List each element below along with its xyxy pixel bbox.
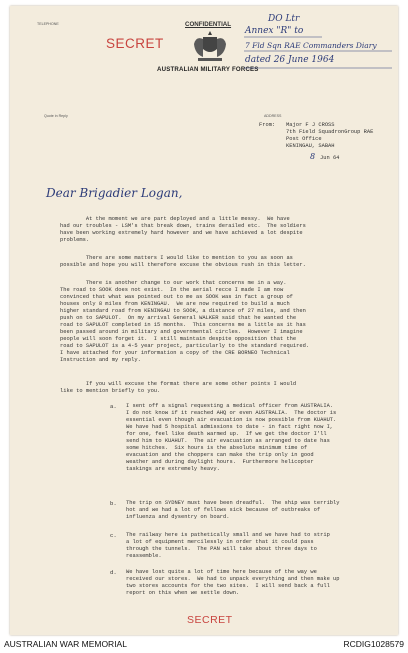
secret-stamp-top: SECRET xyxy=(106,36,164,51)
item-b-text: The trip on SYDNEY must have been dreadful. The ship was terribly hot and we had a lot of fellows sick because of outbreaks of influenza and dysentry on board. xyxy=(126,500,340,520)
paragraph-1: At the moment we are part deployed and a little messy. We have had our troubles - LSM's that break down, trains derailed etc. The soldiers have been working extremely hard however and we have achieved a lot despite problems. xyxy=(60,216,306,243)
date-month-year: Jun 64 xyxy=(320,155,340,161)
paragraph-2: There are some matters I would like to mention to you as soon as possible and hope you will therefore excuse the obvious rush in this letter. xyxy=(60,255,306,268)
archive-name: AUSTRALIAN WAR MEMORIAL xyxy=(4,639,127,649)
item-b-letter: b. xyxy=(110,500,117,507)
document-page xyxy=(10,6,398,635)
sender-line-4: KENINGAU, SABAH xyxy=(286,143,335,149)
address-label: ADDRESS xyxy=(264,114,282,118)
handnote-line-1: DO Ltr xyxy=(268,14,300,24)
archive-id: RCDIG1028579 xyxy=(343,639,404,649)
letterhead-title: AUSTRALIAN MILITARY FORCES xyxy=(157,66,259,73)
item-a-text: I sent off a signal requesting a medical officer from AUSTRALIA. I do not know if it reached AHQ or even AUSTRALIA. The doctor is essential even though air evacuation is now possible from KUAHUT. We have had 5 hospital admissions to date - in fact right now I, for one, feel like death warmed up. If we get the doctor I'll send him to KUAHUT. The air evacuation as arranged to date has some hitches. Six hours is the absolute minimum time of evacuation and the choppers can make the trip only in good weather and during daylight hours. Furthermore helicopter taskings are extremely heavy. xyxy=(126,403,337,472)
coat-of-arms-emblem xyxy=(190,30,230,64)
confidential-label: CONFIDENTIAL xyxy=(185,21,232,28)
handnote-line-4: dated 26 June 1964 xyxy=(245,55,335,65)
item-c-text: The railway here is pathetically small and we have had to strip a lot of equipment mercilessly in order that it could pass through the tunnels. The PAN will take about three days to reassemble. xyxy=(126,532,330,559)
paragraph-3: There is another change to our work that concerns me in a way. The road to SOOK does not exist. In the aerial recce I made I am now convinced that what was pointed out to me as SOOK was in fact a group of houses only 8 miles from KENINGAU. We are now required to build a much higher standard road from KENINGAU to SOOK, a distance of 27 miles, and then push on to SAPULOT. On my arrival General WALKER said that he wanted the road to SAPULOT completed in 15 months. This concerns me a little as it has been passed around in military and governmental circles. However I imagine people will soon forget it. I still maintain despite opposition that the road to SAPULOT is a 4-5 year project, particularly to the standard required. I have attached for your information a copy of the CRE BORNEO Technical Instruction and my reply. xyxy=(60,280,310,363)
telephone-label: TELEPHONE xyxy=(37,22,59,26)
secret-stamp-bottom: SECRET xyxy=(187,614,233,626)
sender-line-2: 7th Field SquadronGroup RAE xyxy=(286,129,374,135)
item-d-letter: d. xyxy=(110,569,117,576)
sender-line-3: Post Office xyxy=(286,136,322,142)
item-d-text: We have lost quite a lot of time here because of the way we received our stores. We had to unpack everything and then make up two stores accounts for the two sites. I will send back a full report on this when we settle down. xyxy=(126,569,340,596)
handnote-underlines xyxy=(242,24,402,72)
paragraph-4: If you will excuse the format there are some other points I would like to mention briefly to you. xyxy=(60,381,297,394)
quote-in-reply-label: Quote in Reply xyxy=(44,114,68,118)
item-a-letter: a. xyxy=(110,403,117,410)
salutation-handwritten: Dear Brigadier Logan, xyxy=(46,186,183,200)
item-c-letter: c. xyxy=(110,532,117,539)
handnote-line-2: Annex "R" to xyxy=(245,26,304,36)
date-day-handwritten: 8 xyxy=(310,152,316,161)
handnote-line-3: 7 Fld Sqn RAE Commanders Diary xyxy=(245,41,377,50)
sender-line-1: Major F J CROSS xyxy=(286,122,335,128)
from-label: From: xyxy=(259,122,276,128)
